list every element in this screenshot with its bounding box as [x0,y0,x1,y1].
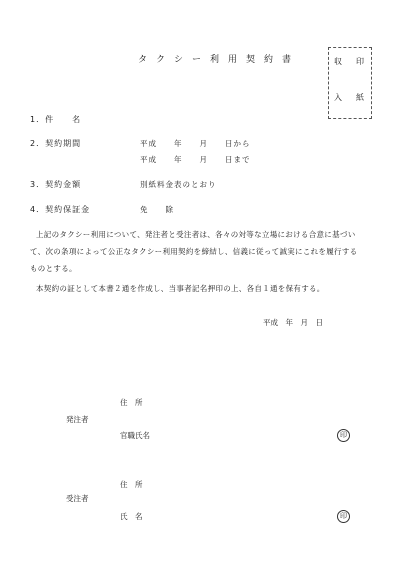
orderer-name-label: 官職氏名 [120,431,150,440]
stamp-char: 紙 [356,93,364,102]
stamp-char: 入 [334,93,342,102]
contractor-address-label: 住 所 [120,480,143,489]
item-deposit-value: 免 除 [140,205,174,214]
contractor-role-label: 受注者 [66,494,89,503]
paragraph-line: ものとする。 [30,264,77,273]
document-title: タクシー利用契約書 [138,55,301,65]
item-amount-value: 別紙料金表のとおり [140,180,217,189]
agreement-paragraph [30,226,366,277]
contract-date: 平成 年 月 日 [263,318,323,327]
stamp-char: 収 [334,57,342,66]
item-subject-label: 1．件 名 [30,115,82,124]
contractor-name-label: 氏 名 [120,512,143,521]
orderer-seal-mark: 印 [337,429,350,442]
item-amount-label: 3．契約金額 [30,180,82,189]
item-period-to: 平成 年 月 日まで [140,155,251,164]
orderer-address-label: 住 所 [120,398,143,407]
item-period-label: 2．契約期間 [30,139,82,148]
paragraph-line: て、次の条項によって公正なタクシー利用契約を締結し、信義に従って誠実にこれを履行する [30,247,358,256]
revenue-stamp-box [328,47,372,119]
copies-paragraph: 本契約の証として本書２通を作成し、当事者記名押印の上、各自１通を保有する。 [36,284,325,293]
item-period-from: 平成 年 月 日から [140,139,251,148]
item-deposit-label: 4．契約保証金 [30,205,91,214]
contractor-seal-mark: 印 [337,510,350,523]
orderer-role-label: 発注者 [66,415,89,424]
paragraph-line: 上記のタクシー利用について、発注者と受注者は、各々の対等な立場における合意に基づい [36,230,356,239]
stamp-char: 印 [356,57,364,66]
